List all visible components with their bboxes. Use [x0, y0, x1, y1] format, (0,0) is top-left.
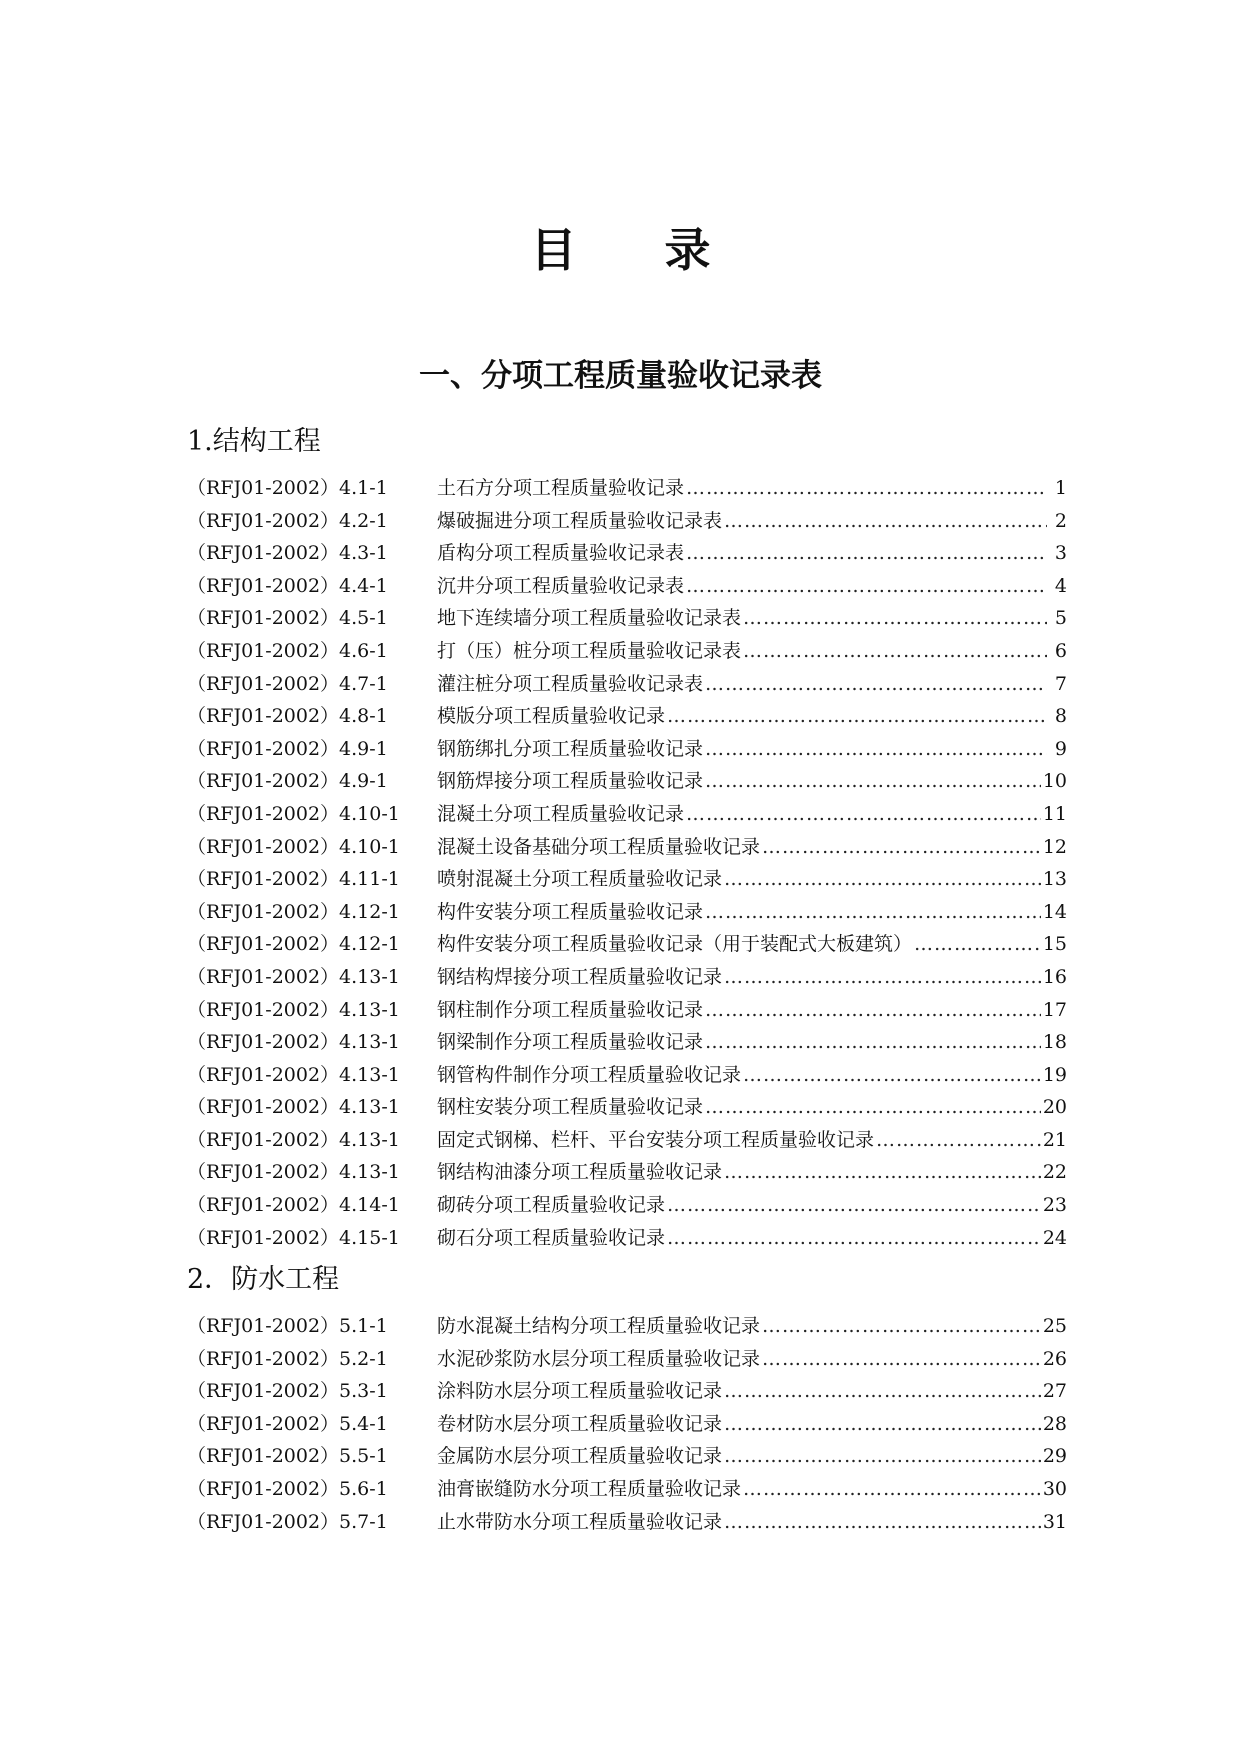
toc-dot-leader: [705, 668, 1047, 701]
toc-entry-page-number: 13: [1042, 868, 1067, 891]
toc-entry-title: 固定式钢梯、栏杆、平台安装分项工程质量验收记录: [437, 1128, 875, 1151]
toc-entry-code: （RFJ01-2002）4.10-1: [187, 802, 400, 825]
toc-entry-page-number: 3: [1054, 542, 1067, 565]
toc-entry-page-number: 31: [1042, 1510, 1067, 1533]
toc-dot-leader: [705, 896, 1041, 929]
toc-entry-code: （RFJ01-2002）4.6-1: [187, 639, 388, 662]
toc-entry-code: （RFJ01-2002）5.5-1: [187, 1445, 388, 1468]
toc-entry-title: 混凝土设备基础分项工程质量验收记录: [437, 835, 761, 858]
subsection-heading: 2．防水工程: [187, 1264, 340, 1295]
toc-entry[interactable]: [187, 765, 1067, 798]
toc-dot-leader: [743, 1059, 1041, 1092]
toc-entry[interactable]: [187, 928, 1067, 961]
toc-entry-code: （RFJ01-2002）5.4-1: [187, 1412, 388, 1435]
toc-entry[interactable]: [187, 961, 1067, 994]
toc-dot-leader: [705, 1091, 1041, 1124]
toc-entry-code: （RFJ01-2002）4.11-1: [187, 868, 400, 891]
toc-dot-leader: [667, 1222, 1041, 1255]
toc-dot-leader: [914, 928, 1041, 961]
toc-entry-title: 钢柱制作分项工程质量验收记录: [437, 998, 704, 1021]
toc-entry[interactable]: [187, 668, 1067, 701]
toc-entry-code: （RFJ01-2002）4.9-1: [187, 770, 388, 793]
toc-entry-page-number: 18: [1042, 1031, 1067, 1054]
toc-entry-title: 沉井分项工程质量验收记录表: [437, 574, 685, 597]
toc-entry-title: 混凝土分项工程质量验收记录: [437, 802, 685, 825]
toc-entry-title: 灌注桩分项工程质量验收记录表: [437, 672, 704, 695]
toc-dot-leader: [667, 700, 1047, 733]
toc-entry[interactable]: [187, 733, 1067, 766]
toc-entry-page-number: 15: [1042, 933, 1067, 956]
toc-entry-code: （RFJ01-2002）4.13-1: [187, 1096, 400, 1119]
toc-dot-leader: [762, 831, 1041, 864]
toc-entry-title: 砌砖分项工程质量验收记录: [437, 1194, 666, 1217]
toc-entry-page-number: 8: [1054, 705, 1067, 728]
toc-entry[interactable]: [187, 831, 1067, 864]
toc-entry-page-number: 9: [1054, 737, 1067, 760]
toc-entry-code: （RFJ01-2002）5.2-1: [187, 1347, 388, 1370]
toc-dot-leader: [724, 1440, 1041, 1473]
toc-entry-code: （RFJ01-2002）4.14-1: [187, 1194, 400, 1217]
toc-entry-page-number: 19: [1042, 1063, 1067, 1086]
toc-entry-code: （RFJ01-2002）4.1-1: [187, 477, 388, 499]
toc-entry-page-number: 16: [1042, 965, 1067, 988]
toc-entry[interactable]: [187, 1440, 1067, 1473]
toc-entry-title: 钢筋焊接分项工程质量验收记录: [437, 770, 704, 793]
subsection-waterproofing: [187, 1260, 1067, 1538]
toc-entry[interactable]: [187, 1091, 1067, 1124]
toc-entry-title: 喷射混凝土分项工程质量验收记录: [437, 868, 723, 891]
toc-entry-code: （RFJ01-2002）4.9-1: [187, 737, 388, 760]
toc-entry-title: 盾构分项工程质量验收记录表: [437, 542, 685, 565]
toc-entry-code: （RFJ01-2002）4.13-1: [187, 1031, 400, 1054]
toc-entry-title: 钢梁制作分项工程质量验收记录: [437, 1031, 704, 1054]
toc-entry-title: 水泥砂浆防水层分项工程质量验收记录: [437, 1347, 761, 1370]
toc-entry[interactable]: [187, 1026, 1067, 1059]
toc-entry-page-number: 17: [1042, 998, 1067, 1021]
toc-entry[interactable]: [187, 1310, 1067, 1343]
toc-entry[interactable]: [187, 1222, 1067, 1255]
toc-dot-leader: [876, 1124, 1041, 1157]
toc-dot-leader: [724, 1156, 1041, 1189]
toc-dot-leader: [724, 1375, 1041, 1408]
toc-entry-code: （RFJ01-2002）4.13-1: [187, 1161, 400, 1184]
toc-dot-leader: [724, 1506, 1041, 1539]
toc-entry-page-number: 14: [1042, 900, 1067, 923]
toc-dot-leader: [762, 1343, 1041, 1376]
page-title: 目录: [530, 223, 799, 277]
toc-entry-page-number: 24: [1042, 1226, 1067, 1249]
toc-list: [187, 472, 1067, 1254]
toc-entry[interactable]: [187, 602, 1067, 635]
toc-dot-leader: [705, 765, 1041, 798]
toc-entry-page-number: 22: [1042, 1161, 1067, 1184]
toc-entry-code: （RFJ01-2002）4.13-1: [187, 1128, 400, 1151]
toc-entry-page-number: 23: [1042, 1194, 1067, 1217]
toc-dot-leader: [686, 537, 1047, 570]
toc-dot-leader: [724, 505, 1047, 538]
toc-dot-leader: [705, 733, 1047, 766]
toc-entry-title: 构件安装分项工程质量验收记录: [437, 900, 704, 923]
toc-entry-page-number: 6: [1054, 639, 1067, 662]
toc-dot-leader: [743, 635, 1047, 668]
toc-entry-title: 钢柱安装分项工程质量验收记录: [437, 1096, 704, 1119]
subsection-structural: [187, 422, 1067, 1254]
toc-dot-leader: [724, 1408, 1041, 1441]
toc-entry-code: （RFJ01-2002）4.5-1: [187, 607, 388, 630]
toc-entry-code: （RFJ01-2002）4.13-1: [187, 965, 400, 988]
toc-entry-page-number: 7: [1054, 672, 1067, 695]
toc-entry[interactable]: [187, 700, 1067, 733]
toc-entry-code: （RFJ01-2002）4.15-1: [187, 1226, 400, 1249]
toc-entry[interactable]: [187, 570, 1067, 603]
toc-entry[interactable]: [187, 1124, 1067, 1157]
toc-entry-page-number: 4: [1054, 574, 1067, 597]
toc-entry-page-number: 11: [1042, 802, 1067, 825]
toc-entry-page-number: 21: [1042, 1128, 1067, 1151]
toc-entry-page-number: 27: [1042, 1380, 1067, 1403]
toc-entry-code: （RFJ01-2002）4.7-1: [187, 672, 388, 695]
toc-entry[interactable]: [187, 863, 1067, 896]
toc-entry-code: （RFJ01-2002）4.12-1: [187, 900, 400, 923]
toc-entry[interactable]: [187, 537, 1067, 570]
toc-dot-leader: [705, 1026, 1041, 1059]
toc-entry-page-number: 2: [1054, 509, 1067, 532]
toc-entry-title: 构件安装分项工程质量验收记录（用于装配式大板建筑）: [437, 933, 913, 956]
toc-dot-leader: [762, 1310, 1041, 1343]
toc-entry-code: （RFJ01-2002）5.3-1: [187, 1380, 388, 1403]
toc-entry-code: （RFJ01-2002）4.13-1: [187, 1063, 400, 1086]
toc-entry[interactable]: [187, 1375, 1067, 1408]
toc-entry[interactable]: [187, 1343, 1067, 1376]
toc-dot-leader: [743, 602, 1047, 635]
toc-entry-code: （RFJ01-2002）4.2-1: [187, 509, 388, 532]
toc-entry-code: （RFJ01-2002）4.4-1: [187, 574, 388, 597]
toc-entry-code: （RFJ01-2002）4.10-1: [187, 835, 400, 858]
toc-entry-title: 涂料防水层分项工程质量验收记录: [437, 1380, 723, 1403]
toc-entry-page-number: 28: [1042, 1412, 1067, 1435]
toc-entry-title: 钢筋绑扎分项工程质量验收记录: [437, 737, 704, 760]
toc-entry[interactable]: [187, 1189, 1067, 1222]
toc-entry[interactable]: [187, 798, 1067, 831]
toc-entry-page-number: 12: [1042, 835, 1067, 858]
toc-entry-title: 金属防水层分项工程质量验收记录: [437, 1445, 723, 1468]
toc-entry[interactable]: [187, 1408, 1067, 1441]
toc-dot-leader: [667, 1189, 1041, 1222]
subsection-heading: 1.结构工程: [187, 426, 321, 457]
toc-list: [187, 1310, 1067, 1538]
toc-entry-page-number: 20: [1042, 1096, 1067, 1119]
toc-entry-page-number: 29: [1042, 1445, 1067, 1468]
toc-entry-title: 地下连续墙分项工程质量验收记录表: [437, 607, 742, 630]
toc-dot-leader: [686, 798, 1041, 831]
toc-entry[interactable]: [187, 1506, 1067, 1539]
toc-entry-code: （RFJ01-2002）4.3-1: [187, 542, 388, 565]
toc-entry[interactable]: [187, 896, 1067, 929]
toc-entry-title: 防水混凝土结构分项工程质量验收记录: [437, 1315, 761, 1337]
toc-entry-code: （RFJ01-2002）5.1-1: [187, 1315, 388, 1337]
toc-entry-title: 模版分项工程质量验收记录: [437, 705, 666, 728]
toc-dot-leader: [705, 994, 1041, 1027]
toc-dot-leader: [724, 863, 1041, 896]
toc-entry[interactable]: [187, 472, 1067, 505]
toc-entry-page-number: 26: [1042, 1347, 1067, 1370]
toc-entry[interactable]: [187, 994, 1067, 1027]
toc-entry-title: 爆破掘进分项工程质量验收记录表: [437, 509, 723, 532]
toc-entry[interactable]: [187, 1059, 1067, 1092]
toc-entry-code: （RFJ01-2002）4.13-1: [187, 998, 400, 1021]
toc-entry-code: （RFJ01-2002）5.6-1: [187, 1477, 388, 1500]
toc-entry-title: 油膏嵌缝防水分项工程质量验收记录: [437, 1477, 742, 1500]
section-heading: 一、分项工程质量验收记录表: [419, 358, 822, 394]
toc-entry-page-number: 5: [1054, 607, 1067, 630]
toc-entry-page-number: 1: [1054, 477, 1067, 499]
toc-dot-leader: [743, 1473, 1041, 1506]
toc-entry-title: 土石方分项工程质量验收记录: [437, 477, 685, 499]
toc-entry-title: 钢结构油漆分项工程质量验收记录: [437, 1161, 723, 1184]
toc-dot-leader: [686, 472, 1047, 505]
toc-entry-title: 钢管构件制作分项工程质量验收记录: [437, 1063, 742, 1086]
toc-entry[interactable]: [187, 635, 1067, 668]
toc-entry-code: （RFJ01-2002）4.8-1: [187, 705, 388, 728]
toc-entry[interactable]: [187, 1473, 1067, 1506]
toc-entry-code: （RFJ01-2002）5.7-1: [187, 1510, 388, 1533]
toc-entry-title: 打（压）桩分项工程质量验收记录表: [437, 639, 742, 662]
toc-entry-page-number: 10: [1042, 770, 1067, 793]
toc-entry-page-number: 30: [1042, 1477, 1067, 1500]
toc-dot-leader: [686, 570, 1047, 603]
toc-entry-title: 钢结构焊接分项工程质量验收记录: [437, 965, 723, 988]
toc-entry-title: 卷材防水层分项工程质量验收记录: [437, 1412, 723, 1435]
toc-entry-page-number: 25: [1042, 1315, 1067, 1337]
toc-entry[interactable]: [187, 505, 1067, 538]
toc-entry-title: 止水带防水分项工程质量验收记录: [437, 1510, 723, 1533]
toc-entry-code: （RFJ01-2002）4.12-1: [187, 933, 400, 956]
toc-dot-leader: [724, 961, 1041, 994]
toc-entry[interactable]: [187, 1156, 1067, 1189]
toc-entry-title: 砌石分项工程质量验收记录: [437, 1226, 666, 1249]
